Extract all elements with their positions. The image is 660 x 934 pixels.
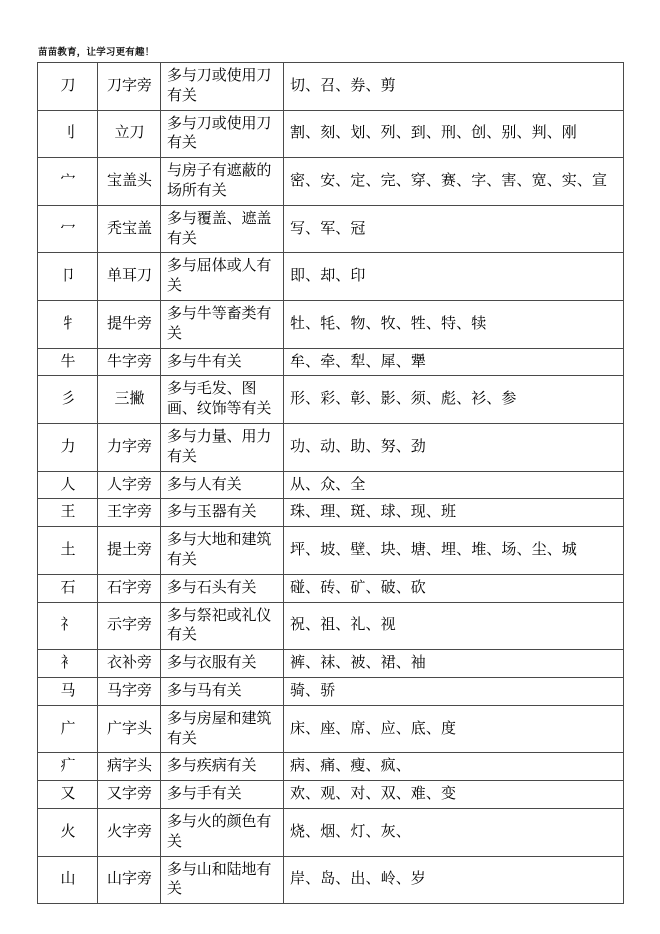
radical-meaning: 多与大地和建筑有关 bbox=[161, 527, 284, 575]
radical-examples: 从、众、全 bbox=[284, 471, 624, 499]
radical-examples: 密、安、定、完、穿、赛、字、害、宽、实、宣 bbox=[284, 158, 624, 206]
radical-name: 又字旁 bbox=[98, 781, 161, 809]
radical-name: 提土旁 bbox=[98, 527, 161, 575]
radical-glyph: 彡 bbox=[38, 376, 98, 424]
radical-glyph: 礻 bbox=[38, 602, 98, 650]
radical-name: 立刀 bbox=[98, 110, 161, 158]
radical-glyph: 王 bbox=[38, 499, 98, 527]
radical-name: 单耳刀 bbox=[98, 253, 161, 301]
radical-name: 王字旁 bbox=[98, 499, 161, 527]
radical-glyph: 人 bbox=[38, 471, 98, 499]
radical-examples: 即、却、印 bbox=[284, 253, 624, 301]
radical-examples: 烧、烟、灯、灰、 bbox=[284, 808, 624, 856]
radical-meaning: 多与力量、用力有关 bbox=[161, 423, 284, 471]
radical-examples: 坪、坡、壁、块、塘、埋、堆、场、尘、城 bbox=[284, 527, 624, 575]
table-row bbox=[38, 300, 624, 348]
table-row bbox=[38, 63, 624, 111]
radical-glyph: 石 bbox=[38, 574, 98, 602]
radical-meaning: 多与山和陆地有关 bbox=[161, 856, 284, 904]
radical-name: 三撇 bbox=[98, 376, 161, 424]
radical-name: 力字旁 bbox=[98, 423, 161, 471]
radical-examples: 割、刻、划、列、到、刑、创、别、判、刚 bbox=[284, 110, 624, 158]
radical-meaning: 多与牛有关 bbox=[161, 348, 284, 376]
radical-table-body bbox=[38, 63, 624, 904]
radical-meaning: 多与牛等畜类有关 bbox=[161, 300, 284, 348]
radical-examples: 欢、观、对、双、难、变 bbox=[284, 781, 624, 809]
radical-examples: 形、彩、彰、影、须、彪、衫、参 bbox=[284, 376, 624, 424]
radical-glyph: 疒 bbox=[38, 753, 98, 781]
radical-meaning: 多与覆盖、遮盖有关 bbox=[161, 205, 284, 253]
radical-examples: 功、动、助、努、劲 bbox=[284, 423, 624, 471]
radical-examples: 骑、骄 bbox=[284, 677, 624, 705]
table-row bbox=[38, 856, 624, 904]
radical-name: 宝盖头 bbox=[98, 158, 161, 206]
radical-meaning: 多与刀或使用刀有关 bbox=[161, 63, 284, 111]
radical-meaning: 多与房屋和建筑有关 bbox=[161, 705, 284, 753]
table-row bbox=[38, 205, 624, 253]
radical-name: 马字旁 bbox=[98, 677, 161, 705]
radical-name: 牛字旁 bbox=[98, 348, 161, 376]
radical-examples: 病、痛、瘦、疯、 bbox=[284, 753, 624, 781]
table-row bbox=[38, 253, 624, 301]
radical-name: 山字旁 bbox=[98, 856, 161, 904]
radical-meaning: 多与手有关 bbox=[161, 781, 284, 809]
radical-glyph: 广 bbox=[38, 705, 98, 753]
radical-glyph: 力 bbox=[38, 423, 98, 471]
radical-name: 秃宝盖 bbox=[98, 205, 161, 253]
table-row bbox=[38, 158, 624, 206]
radical-meaning: 与房子有遮蔽的场所有关 bbox=[161, 158, 284, 206]
radical-glyph: 牛 bbox=[38, 348, 98, 376]
radical-glyph: 牜 bbox=[38, 300, 98, 348]
radical-glyph: 土 bbox=[38, 527, 98, 575]
radical-meaning: 多与刀或使用刀有关 bbox=[161, 110, 284, 158]
table-row bbox=[38, 808, 624, 856]
radical-examples: 碰、砖、矿、破、砍 bbox=[284, 574, 624, 602]
radical-meaning: 多与马有关 bbox=[161, 677, 284, 705]
page-header-text: 苗苗教育，让学习更有趣！ bbox=[38, 47, 155, 58]
radical-glyph: 宀 bbox=[38, 158, 98, 206]
radical-glyph: 马 bbox=[38, 677, 98, 705]
table-row bbox=[38, 574, 624, 602]
radical-examples: 岸、岛、出、岭、岁 bbox=[284, 856, 624, 904]
radical-glyph: 冖 bbox=[38, 205, 98, 253]
radical-name: 示字旁 bbox=[98, 602, 161, 650]
radical-glyph: 卩 bbox=[38, 253, 98, 301]
table-row bbox=[38, 348, 624, 376]
table-row bbox=[38, 423, 624, 471]
radical-name: 提牛旁 bbox=[98, 300, 161, 348]
radical-name: 病字头 bbox=[98, 753, 161, 781]
radical-meaning: 多与火的颜色有关 bbox=[161, 808, 284, 856]
radical-glyph: 又 bbox=[38, 781, 98, 809]
table-row bbox=[38, 499, 624, 527]
table-row bbox=[38, 527, 624, 575]
radical-name: 火字旁 bbox=[98, 808, 161, 856]
table-row bbox=[38, 650, 624, 678]
radical-table-container bbox=[37, 62, 623, 904]
radical-name: 广字头 bbox=[98, 705, 161, 753]
table-row bbox=[38, 753, 624, 781]
table-row bbox=[38, 677, 624, 705]
table-row bbox=[38, 781, 624, 809]
radical-name: 刀字旁 bbox=[98, 63, 161, 111]
radical-name: 石字旁 bbox=[98, 574, 161, 602]
table-row bbox=[38, 376, 624, 424]
radical-examples: 牡、牦、物、牧、牲、特、犊 bbox=[284, 300, 624, 348]
radical-glyph: 刀 bbox=[38, 63, 98, 111]
radical-meaning: 多与石头有关 bbox=[161, 574, 284, 602]
radical-examples: 牟、牵、犁、犀、犟 bbox=[284, 348, 624, 376]
table-row bbox=[38, 471, 624, 499]
radical-glyph: 火 bbox=[38, 808, 98, 856]
radical-name: 人字旁 bbox=[98, 471, 161, 499]
radical-meaning: 多与疾病有关 bbox=[161, 753, 284, 781]
radical-meaning: 多与祭祀或礼仪有关 bbox=[161, 602, 284, 650]
table-row bbox=[38, 602, 624, 650]
radical-meaning: 多与衣服有关 bbox=[161, 650, 284, 678]
radical-glyph: 衤 bbox=[38, 650, 98, 678]
radical-meaning: 多与玉器有关 bbox=[161, 499, 284, 527]
radical-meaning: 多与人有关 bbox=[161, 471, 284, 499]
radical-examples: 裤、袜、被、裙、袖 bbox=[284, 650, 624, 678]
radical-examples: 床、座、席、应、底、度 bbox=[284, 705, 624, 753]
radical-meaning: 多与屈体或人有关 bbox=[161, 253, 284, 301]
table-row bbox=[38, 110, 624, 158]
radical-table bbox=[37, 62, 624, 904]
radical-examples: 祝、祖、礼、视 bbox=[284, 602, 624, 650]
radical-examples: 写、军、冠 bbox=[284, 205, 624, 253]
radical-examples: 珠、理、斑、球、现、班 bbox=[284, 499, 624, 527]
table-row bbox=[38, 705, 624, 753]
radical-examples: 切、召、券、剪 bbox=[284, 63, 624, 111]
radical-meaning: 多与毛发、图画、纹饰等有关 bbox=[161, 376, 284, 424]
radical-name: 衣补旁 bbox=[98, 650, 161, 678]
radical-glyph: 刂 bbox=[38, 110, 98, 158]
radical-glyph: 山 bbox=[38, 856, 98, 904]
